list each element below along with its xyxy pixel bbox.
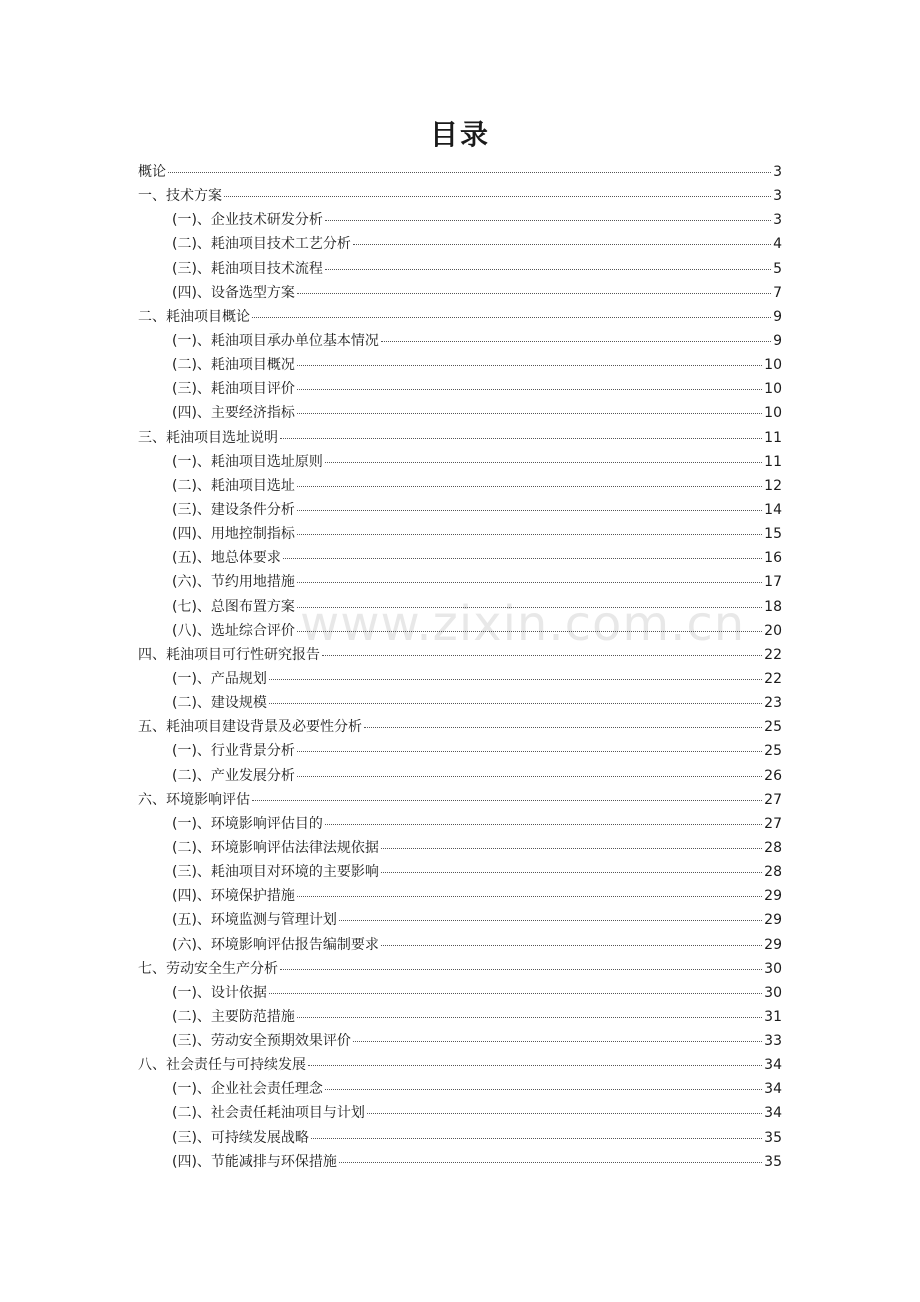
toc-entry-page-number: 16 [764, 550, 782, 567]
toc-entry[interactable] [138, 305, 782, 329]
toc-entry-label: (一)、耗油项目选址原则 [172, 453, 323, 470]
toc-entry[interactable] [138, 860, 782, 884]
toc-leader-dots [280, 438, 762, 439]
toc-entry-label: (二)、耗油项目技术工艺分析 [172, 236, 351, 253]
toc-leader-dots [280, 969, 762, 970]
toc-entry[interactable] [138, 450, 782, 474]
toc-leader-dots [325, 462, 762, 463]
toc-entry-page-number: 15 [764, 526, 782, 543]
toc-entry-label: (七)、总图布置方案 [172, 598, 295, 615]
toc-entry-page-number: 10 [764, 357, 782, 374]
toc-entry-label: (一)、行业背景分析 [172, 743, 295, 760]
toc-entry-label: (五)、环境监测与管理计划 [172, 912, 337, 929]
toc-entry-label: (二)、社会责任耗油项目与计划 [172, 1105, 365, 1122]
toc-entry-label: (二)、环境影响评估法律法规依据 [172, 839, 379, 856]
toc-entry[interactable] [138, 570, 782, 594]
toc-entry[interactable] [138, 498, 782, 522]
toc-entry-page-number: 35 [764, 1153, 782, 1170]
toc-entry[interactable] [138, 1150, 782, 1174]
toc-leader-dots [325, 824, 762, 825]
toc-entry-page-number: 9 [773, 332, 782, 349]
toc-leader-dots [325, 1089, 762, 1090]
toc-entry-page-number: 30 [764, 960, 782, 977]
toc-entry[interactable] [138, 1077, 782, 1101]
toc-entry[interactable] [138, 715, 782, 739]
toc-leader-dots [297, 389, 762, 390]
toc-entry-label: (一)、产品规划 [172, 670, 267, 687]
toc-entry-page-number: 4 [773, 236, 782, 253]
toc-entry-page-number: 3 [773, 212, 782, 229]
toc-entry[interactable] [138, 908, 782, 932]
toc-leader-dots [252, 317, 771, 318]
toc-leader-dots [322, 655, 762, 656]
toc-leader-dots [269, 679, 762, 680]
toc-leader-dots [168, 172, 771, 173]
toc-entry[interactable] [138, 208, 782, 232]
toc-entry-page-number: 22 [764, 646, 782, 663]
toc-entry-page-number: 3 [773, 164, 782, 180]
toc-entry-page-number: 10 [764, 405, 782, 422]
toc-entry-label: (四)、设备选型方案 [172, 284, 295, 301]
toc-leader-dots [297, 510, 762, 511]
toc-entry-label: (一)、企业技术研发分析 [172, 212, 323, 229]
toc-entry[interactable] [138, 1101, 782, 1125]
toc-entry-label: 概论 [138, 164, 166, 180]
toc-entry-label: (三)、劳动安全预期效果评价 [172, 1033, 351, 1050]
toc-entry-page-number: 28 [764, 839, 782, 856]
watermark: www.zixin.com.cn [300, 596, 746, 652]
toc-entry[interactable] [138, 522, 782, 546]
toc-entry-page-number: 29 [764, 888, 782, 905]
toc-entry[interactable] [138, 595, 782, 619]
toc-entry-label: (二)、主要防范措施 [172, 1008, 295, 1025]
toc-entry-label: (五)、地总体要求 [172, 550, 281, 567]
toc-leader-dots [297, 293, 771, 294]
toc-entry-label: 六、环境影响评估 [138, 791, 250, 808]
toc-entry-label: (三)、耗油项目技术流程 [172, 260, 323, 277]
toc-leader-dots [252, 800, 762, 801]
toc-entry-label: 二、耗油项目概论 [138, 308, 250, 325]
toc-entry-label: (二)、产业发展分析 [172, 767, 295, 784]
toc-entry-page-number: 31 [764, 1008, 782, 1025]
toc-entry[interactable] [138, 401, 782, 425]
toc-entry[interactable] [138, 546, 782, 570]
toc-entry[interactable] [138, 232, 782, 256]
toc-leader-dots [269, 993, 762, 994]
toc-leader-dots [353, 244, 771, 245]
toc-entry[interactable] [138, 377, 782, 401]
toc-leader-dots [297, 582, 762, 583]
toc-entry[interactable] [138, 1005, 782, 1029]
toc-leader-dots [283, 558, 762, 559]
toc-entry-page-number: 29 [764, 912, 782, 929]
toc-entry-page-number: 18 [764, 598, 782, 615]
toc-entry[interactable] [138, 257, 782, 281]
toc-entry[interactable] [138, 764, 782, 788]
toc-entry-label: (四)、环境保护措施 [172, 888, 295, 905]
toc-leader-dots [269, 703, 762, 704]
toc-leader-dots [325, 220, 771, 221]
toc-entry-label: 一、技术方案 [138, 188, 222, 205]
toc-entry[interactable] [138, 667, 782, 691]
toc-entry-label: 四、耗油项目可行性研究报告 [138, 646, 320, 663]
toc-entry[interactable] [138, 160, 782, 184]
toc-entry-label: (一)、耗油项目承办单位基本情况 [172, 332, 379, 349]
toc-entry[interactable] [138, 329, 782, 353]
toc-entry[interactable] [138, 836, 782, 860]
toc-entry[interactable] [138, 281, 782, 305]
toc-entry-page-number: 20 [764, 622, 782, 639]
table-of-contents [138, 160, 782, 1174]
toc-leader-dots [339, 920, 762, 921]
toc-entry-page-number: 34 [764, 1105, 782, 1122]
toc-entry-page-number: 9 [773, 308, 782, 325]
toc-entry-label: (一)、企业社会责任理念 [172, 1081, 323, 1098]
toc-entry[interactable] [138, 884, 782, 908]
toc-entry-label: (二)、耗油项目概况 [172, 357, 295, 374]
toc-entry[interactable] [138, 184, 782, 208]
toc-leader-dots [381, 341, 771, 342]
toc-entry-page-number: 22 [764, 670, 782, 687]
toc-entry-label: (三)、耗油项目评价 [172, 381, 295, 398]
toc-entry[interactable] [138, 643, 782, 667]
toc-leader-dots [297, 534, 762, 535]
toc-entry-page-number: 17 [764, 574, 782, 591]
toc-entry-label: (八)、选址综合评价 [172, 622, 295, 639]
toc-entry-page-number: 33 [764, 1033, 782, 1050]
toc-entry-page-number: 3 [773, 188, 782, 205]
toc-leader-dots [381, 945, 762, 946]
toc-entry-page-number: 10 [764, 381, 782, 398]
toc-entry-page-number: 30 [764, 984, 782, 1001]
toc-entry[interactable] [138, 739, 782, 763]
toc-entry[interactable] [138, 691, 782, 715]
toc-entry-label: (四)、用地控制指标 [172, 526, 295, 543]
toc-entry[interactable] [138, 957, 782, 981]
toc-entry-page-number: 5 [773, 260, 782, 277]
toc-leader-dots [297, 365, 762, 366]
toc-entry-label: (一)、设计依据 [172, 984, 267, 1001]
toc-entry-page-number: 11 [764, 429, 782, 446]
toc-leader-dots [353, 1041, 762, 1042]
toc-entry-page-number: 25 [764, 743, 782, 760]
toc-entry-page-number: 28 [764, 864, 782, 881]
toc-leader-dots [308, 1065, 762, 1066]
toc-entry-label: (三)、耗油项目对环境的主要影响 [172, 864, 379, 881]
toc-entry-label: (二)、建设规模 [172, 695, 267, 712]
toc-entry-label: (二)、耗油项目选址 [172, 477, 295, 494]
toc-entry-page-number: 12 [764, 477, 782, 494]
toc-entry-page-number: 29 [764, 936, 782, 953]
toc-leader-dots [339, 1162, 762, 1163]
toc-leader-dots [297, 896, 762, 897]
toc-leader-dots [364, 727, 762, 728]
toc-entry[interactable] [138, 426, 782, 450]
toc-leader-dots [297, 486, 762, 487]
toc-leader-dots [297, 1017, 762, 1018]
toc-entry-label: (三)、可持续发展战略 [172, 1129, 309, 1146]
toc-leader-dots [297, 751, 762, 752]
toc-leader-dots [367, 1113, 762, 1114]
toc-entry-page-number: 34 [764, 1057, 782, 1074]
toc-entry-page-number: 7 [773, 284, 782, 301]
toc-leader-dots [381, 872, 762, 873]
toc-entry-page-number: 11 [764, 453, 782, 470]
toc-entry[interactable] [138, 353, 782, 377]
toc-entry-label: 五、耗油项目建设背景及必要性分析 [138, 719, 362, 736]
toc-entry[interactable] [138, 1053, 782, 1077]
toc-leader-dots [297, 631, 762, 632]
toc-entry-label: (四)、主要经济指标 [172, 405, 295, 422]
toc-leader-dots [297, 413, 762, 414]
toc-entry-label: 三、耗油项目选址说明 [138, 429, 278, 446]
toc-entry-label: (四)、节能减排与环保措施 [172, 1153, 337, 1170]
toc-entry[interactable] [138, 619, 782, 643]
toc-entry-page-number: 14 [764, 501, 782, 518]
toc-entry-label: (一)、环境影响评估目的 [172, 815, 323, 832]
toc-entry[interactable] [138, 933, 782, 957]
toc-leader-dots [381, 848, 762, 849]
toc-leader-dots [311, 1138, 762, 1139]
toc-entry-label: 七、劳动安全生产分析 [138, 960, 278, 977]
toc-entry-page-number: 35 [764, 1129, 782, 1146]
toc-entry-page-number: 26 [764, 767, 782, 784]
toc-entry-page-number: 25 [764, 719, 782, 736]
toc-entry[interactable] [138, 1029, 782, 1053]
toc-entry[interactable] [138, 1126, 782, 1150]
toc-entry[interactable] [138, 788, 782, 812]
toc-leader-dots [325, 269, 771, 270]
toc-entry-label: (三)、建设条件分析 [172, 501, 295, 518]
toc-entry[interactable] [138, 812, 782, 836]
toc-entry-label: (六)、节约用地措施 [172, 574, 295, 591]
toc-entry-label: (六)、环境影响评估报告编制要求 [172, 936, 379, 953]
toc-entry-page-number: 23 [764, 695, 782, 712]
toc-entry[interactable] [138, 981, 782, 1005]
toc-entry-label: 八、社会责任与可持续发展 [138, 1057, 306, 1074]
toc-entry-page-number: 27 [764, 815, 782, 832]
toc-leader-dots [297, 607, 762, 608]
page-title: 目录 [429, 118, 490, 151]
toc-leader-dots [224, 196, 771, 197]
toc-leader-dots [297, 776, 762, 777]
toc-entry[interactable] [138, 474, 782, 498]
toc-entry-page-number: 34 [764, 1081, 782, 1098]
toc-entry-page-number: 27 [764, 791, 782, 808]
